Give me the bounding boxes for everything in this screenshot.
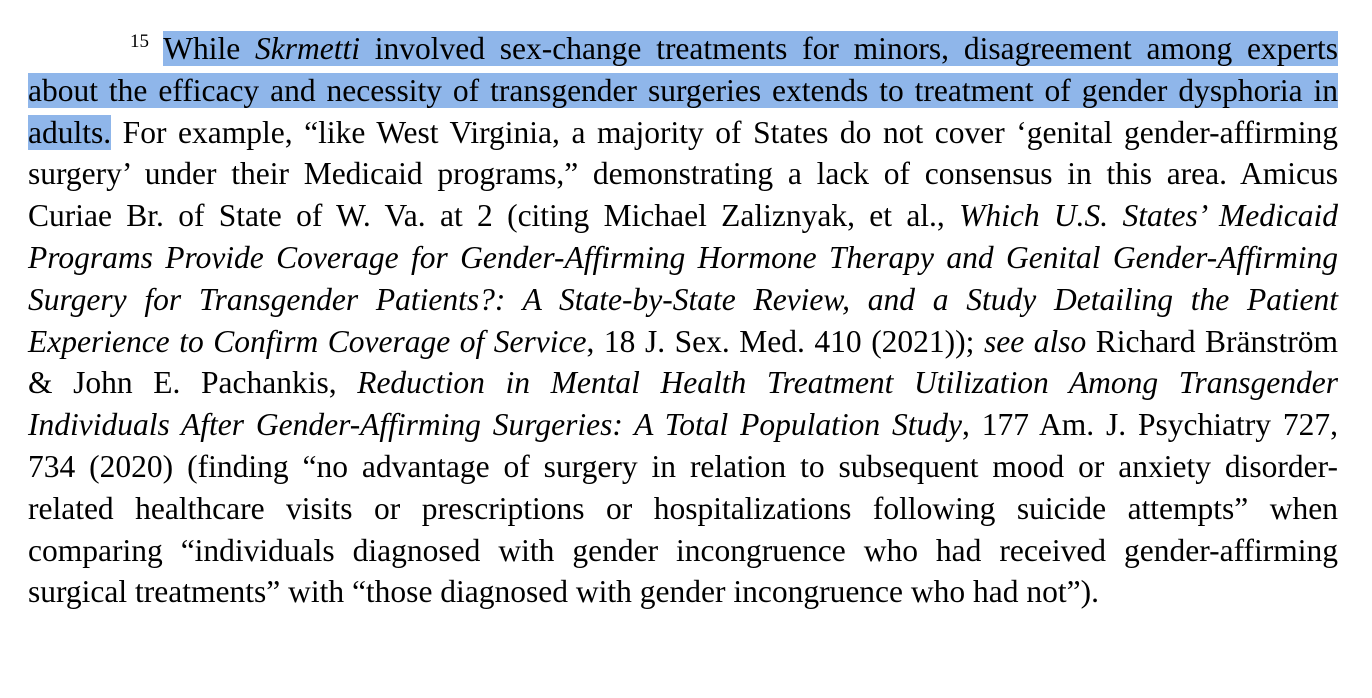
text-segment: Richard Bränström & John E. Pachankis, — [28, 323, 1338, 401]
citation-title-italic: Reduction in Mental Health Treatment Utilization Among Transgender Individuals After Gender-Affirming Surgeries: A Total Population Study — [28, 365, 1338, 443]
citation-title-italic: Which U.S. States’ Medicaid Programs Provide Coverage for Gender-Affirming Hormone Therapy and Genital Gender-Affirming Surgery for Transgender Patients?: A State-by-State Review, and a Study Detailing the Patient Experience to Confirm Coverage of Service — [28, 198, 1338, 359]
footnote-number: 15 — [130, 31, 149, 52]
footnote-paragraph — [28, 28, 1338, 613]
text-segment: For example, “like West Virginia, a majority of States do not cover ‘genital gender-affirming surgery’ under their Medicaid programs,” demonstrating a lack of consensus in this area. Amicus Curiae Br. of State of W. Va. at 2 (citing Michael Zaliznyak, et al., — [28, 114, 1338, 234]
case-name-italic: Skrmetti — [254, 31, 360, 66]
signal-italic: see also — [983, 323, 1087, 359]
text-segment: , 18 J. Sex. Med. 410 (2021)); — [586, 323, 984, 359]
text-segment: , 177 Am. J. Psychiatry 727, 734 (2020) (finding “no advantage of surgery in relation to subsequent mood or anxiety disorder-related healthcare visits or prescriptions or hospitalizations following suicide attempts” when comparing “individuals diagnosed with gender incongruence who had received gender-affirming surgical treatments” with “those diagnosed with gender incongruence who had not”). — [28, 407, 1338, 610]
highlight-text-part: involved sex-change treatments for minors, disagreement among experts about the efficacy and necessity of transgender surgeries extends to treatment of gender dysphoria in adults. — [28, 31, 1339, 150]
highlight-text-part: While — [163, 31, 255, 66]
